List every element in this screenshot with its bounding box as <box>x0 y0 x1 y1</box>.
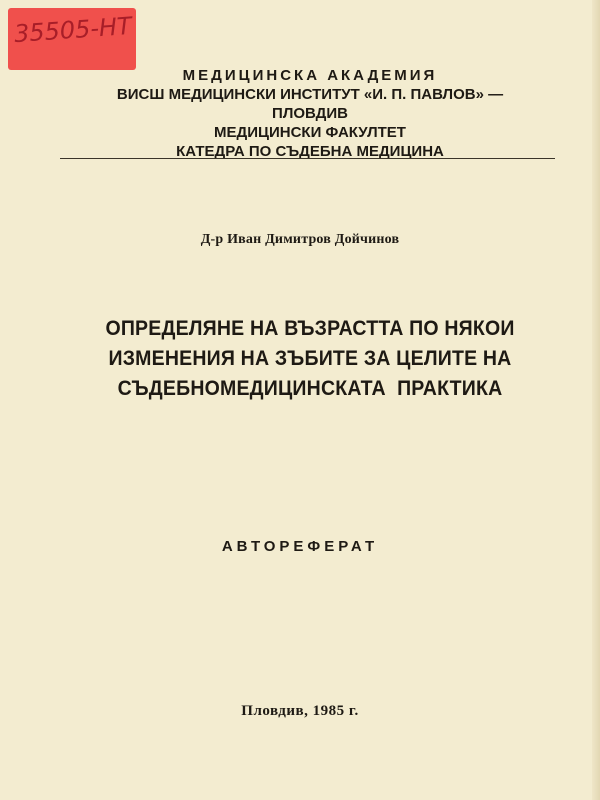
institution-line-institute: ВИСШ МЕДИЦИНСКИ ИНСТИТУТ «И. П. ПАВЛОВ» — <box>116 86 504 103</box>
institution-header <box>60 66 560 161</box>
institution-line-city: ПЛОВДИВ <box>272 105 348 122</box>
title-line: СЪДЕБНОМЕДИЦИНСКАТА ПРАКТИКА <box>117 377 503 400</box>
header-divider <box>60 158 555 159</box>
library-stamp <box>8 8 136 70</box>
page-edge <box>592 0 600 800</box>
title-line: ОПРЕДЕЛЯНЕ НА ВЪЗРАСТТА ПО НЯКОИ <box>105 317 515 340</box>
imprint-year: 1985 г. <box>312 703 359 719</box>
imprint-city: Пловдив, <box>241 703 309 719</box>
document-type: АВТОРЕФЕРАТ <box>221 538 379 555</box>
institution-line-faculty: МЕДИЦИНСКИ ФАКУЛТЕТ <box>214 124 406 141</box>
imprint <box>0 703 600 720</box>
document-title <box>40 314 579 404</box>
stamp-text: 35505-НТ <box>13 11 133 49</box>
title-line: ИЗМЕНЕНИЯ НА ЗЪБИТЕ ЗА ЦЕЛИТЕ НА <box>108 347 512 370</box>
author-name: Д-р Иван Димитров Дойчинов <box>200 232 400 247</box>
institution-line-department: КАТЕДРА ПО СЪДЕБНА МЕДИЦИНА <box>176 143 444 160</box>
institution-line-academy: МЕДИЦИНСКА АКАДЕМИЯ <box>182 67 438 84</box>
